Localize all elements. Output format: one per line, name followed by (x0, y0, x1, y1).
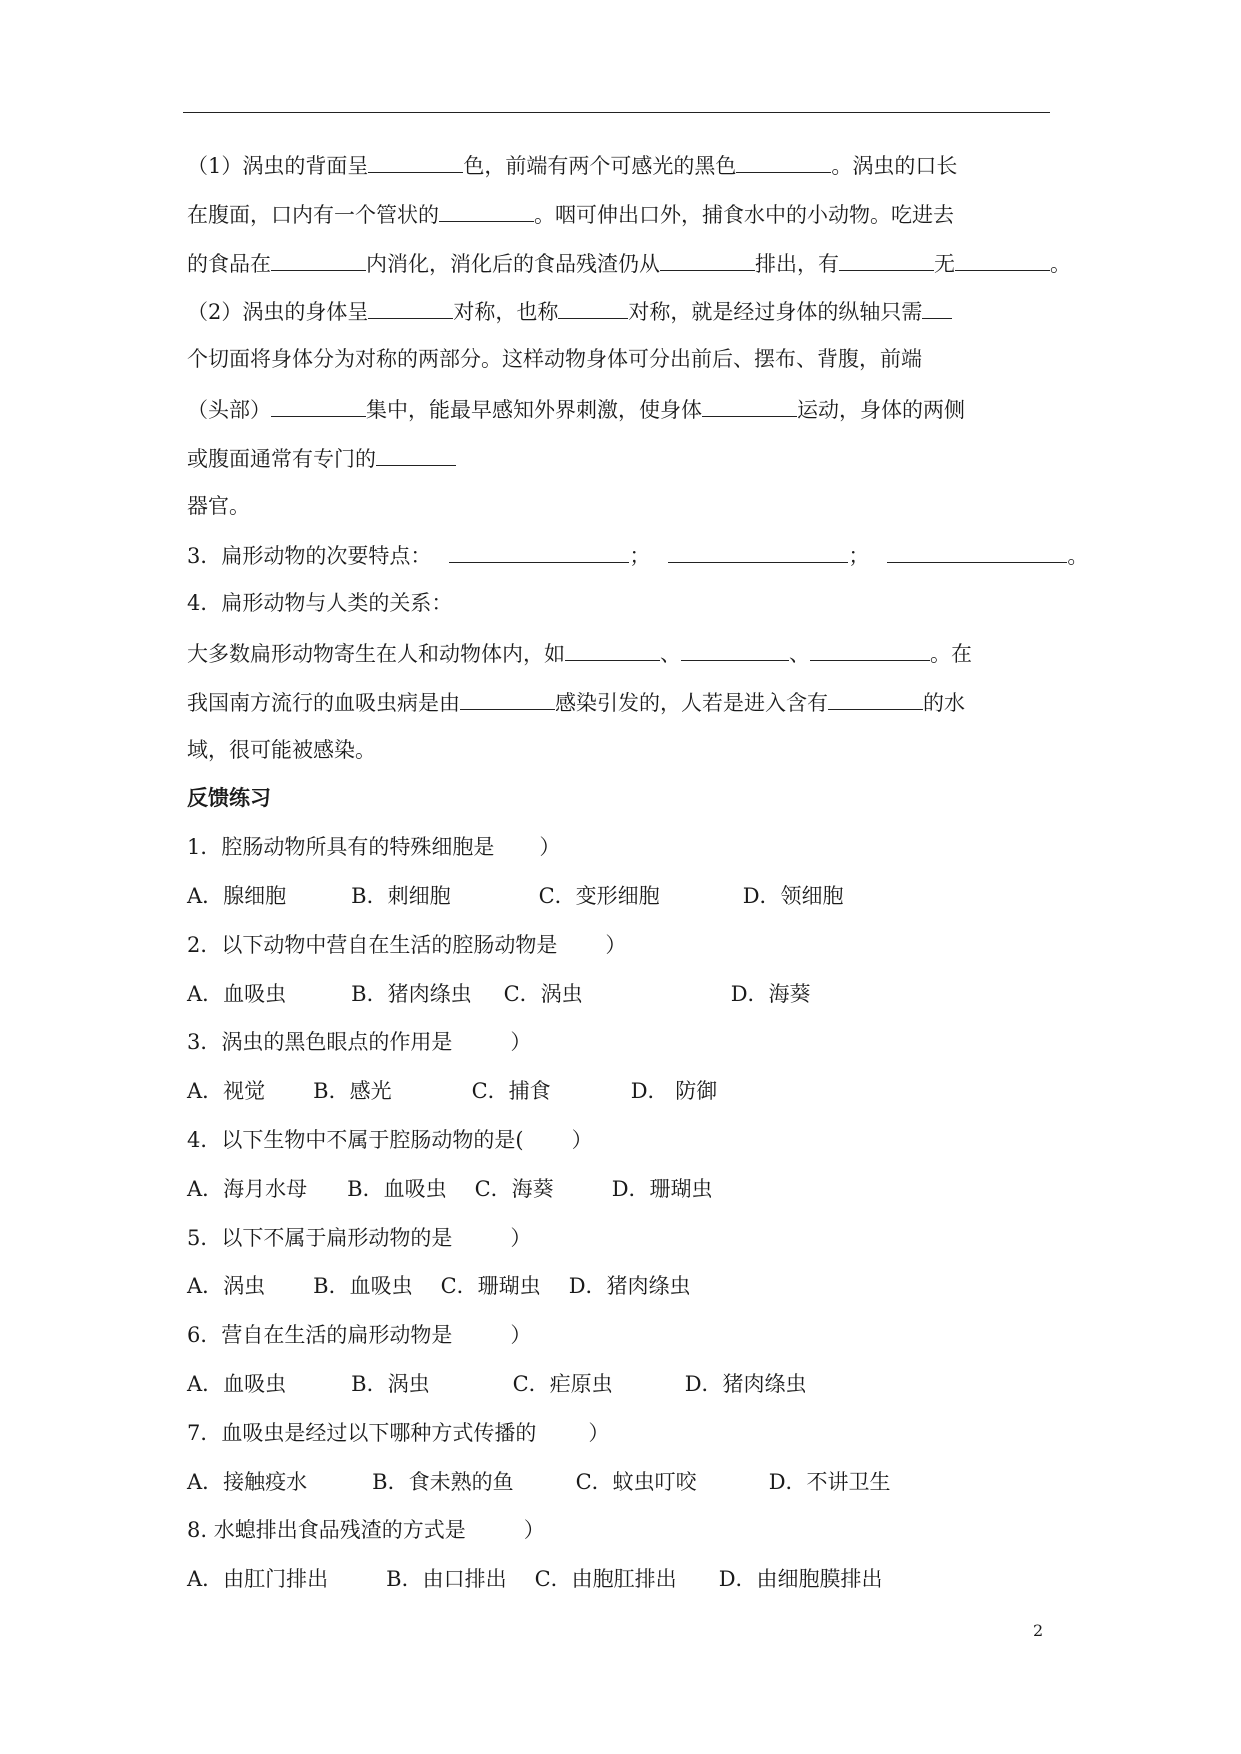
text-line (187, 638, 1137, 666)
text-segment: C．珊瑚虫 (440, 1274, 541, 1299)
exercise-options (187, 1272, 1137, 1300)
text-segment: B．感光 (313, 1079, 392, 1104)
exercise-question (187, 1224, 1137, 1252)
text-segment: 1．腔肠动物所具有的特殊细胞是 (187, 835, 495, 860)
text-segment: ） (571, 1127, 593, 1152)
answer-blank[interactable] (439, 199, 534, 222)
text-segment: C．海葵 (474, 1176, 554, 1201)
text-segment: D． 防御 (630, 1079, 718, 1104)
text-segment: A．涡虫 (187, 1274, 266, 1299)
text-segment: D．不讲卫生 (768, 1469, 891, 1494)
text-line (187, 687, 1137, 715)
exercise-options (187, 882, 1137, 910)
text-segment: D．猪肉绦虫 (568, 1274, 691, 1299)
text-segment: ） (588, 1420, 610, 1445)
text-segment: 器官。 (187, 493, 250, 518)
answer-blank[interactable] (271, 394, 366, 417)
text-segment: 3．扁形动物的次要特点： (187, 544, 432, 569)
text-segment: 或腹面通常有专门的 (187, 446, 376, 471)
text-segment: C．涡虫 (503, 981, 583, 1006)
text-segment: B．血吸虫 (313, 1274, 413, 1299)
text-segment: 运动，身体的两侧 (797, 397, 965, 422)
text-segment: （1）涡虫的背面呈 (187, 154, 369, 178)
text-segment: C．蚊虫叮咬 (575, 1469, 697, 1494)
answer-blank[interactable] (681, 638, 789, 661)
answer-blank[interactable] (736, 150, 831, 173)
text-segment: ） (510, 1225, 532, 1250)
answer-blank[interactable] (922, 296, 952, 319)
text-segment: 我国南方流行的血吸虫病是由 (187, 690, 460, 715)
text-line (187, 199, 1137, 227)
text-segment: 2．以下动物中营自在生活的腔肠动物是 (187, 932, 558, 957)
exercise-question (187, 1419, 1137, 1447)
text-segment: ） (539, 835, 561, 860)
text-segment: B．涡虫 (351, 1371, 430, 1396)
text-line (187, 394, 1137, 422)
text-segment: D．由细胞膜排出 (718, 1567, 883, 1592)
text-segment: 排出，有 (755, 251, 839, 276)
exercise-question (187, 1321, 1137, 1349)
text-segment: 4．以下生物中不属于腔肠动物的是( (187, 1127, 524, 1152)
text-segment: B．血吸虫 (347, 1176, 447, 1201)
text-line (187, 736, 1137, 764)
answer-blank[interactable] (271, 248, 366, 271)
text-segment: ； (848, 544, 870, 569)
exercise-options (187, 1077, 1137, 1105)
text-segment: 。咽可伸出口外，捕食水中的小动物。吃进去 (534, 202, 954, 227)
exercise-options (187, 1468, 1137, 1496)
text-segment: 的食品在 (187, 251, 271, 276)
section-heading (187, 784, 1137, 812)
exercise-options (187, 1175, 1137, 1203)
text-segment: 集中，能最早感知外界刺激，使身体 (366, 397, 702, 422)
answer-blank[interactable] (668, 540, 848, 563)
text-segment: ） (510, 1323, 532, 1348)
text-line (187, 296, 1137, 324)
text-line (187, 443, 1137, 471)
text-segment: 个切面将身体分为对称的两部分。这样动物身体可分出前后、摆布、背腹，前端 (187, 347, 922, 372)
text-line (187, 492, 1137, 520)
text-segment: 3．涡虫的黑色眼点的作用是 (187, 1030, 453, 1055)
text-segment: 7．血吸虫是经过以下哪种方式传播的 (187, 1420, 537, 1445)
answer-blank[interactable] (460, 687, 555, 710)
answer-blank[interactable] (839, 248, 934, 271)
text-segment: A．血吸虫 (187, 981, 287, 1006)
exercise-question (187, 1028, 1137, 1056)
text-segment: A．海月水母 (187, 1176, 308, 1201)
exercise-question (187, 1516, 1137, 1544)
text-segment: 对称，也称 (453, 300, 559, 325)
exercise-question (187, 833, 1137, 861)
text-segment: 4．扁形动物与人类的关系： (187, 591, 453, 616)
text-segment: C．疟原虫 (512, 1371, 613, 1396)
text-segment: C．变形细胞 (538, 883, 660, 908)
document-body (187, 150, 1137, 1614)
text-segment: 。 (1050, 251, 1071, 276)
answer-blank[interactable] (660, 248, 755, 271)
text-segment: 的水 (923, 690, 965, 715)
text-segment: 在腹面，口内有一个管状的 (187, 202, 439, 227)
question-3 (187, 540, 1137, 568)
answer-blank[interactable] (376, 443, 456, 466)
text-segment: A．腺细胞 (187, 883, 287, 908)
text-segment: C．捕食 (471, 1079, 551, 1104)
text-line (187, 248, 1137, 276)
text-segment: 。在 (930, 641, 972, 666)
text-segment: D．海葵 (730, 981, 811, 1006)
text-segment: D．猪肉绦虫 (684, 1371, 807, 1396)
exercise-options (187, 1370, 1137, 1398)
text-segment: ） (605, 932, 627, 957)
text-segment: 、 (660, 641, 681, 666)
exercise-options (187, 980, 1137, 1008)
text-segment: D．领细胞 (742, 883, 844, 908)
text-segment: A．由肛门排出 (187, 1567, 329, 1592)
answer-blank[interactable] (565, 638, 660, 661)
text-segment: 感染引发的，人若是进入含有 (555, 690, 828, 715)
text-segment: A．视觉 (187, 1079, 266, 1104)
exercise-options (187, 1565, 1137, 1593)
header-rule (183, 112, 1050, 113)
answer-blank[interactable] (368, 296, 453, 319)
answer-blank[interactable] (955, 248, 1050, 271)
exercise-question (187, 931, 1137, 959)
text-segment: 色，前端有两个可感光的黑色 (463, 154, 737, 178)
text-segment: A．接触疫水 (187, 1469, 308, 1494)
answer-blank[interactable] (449, 540, 629, 563)
text-segment: ； (629, 544, 651, 569)
question-4 (187, 589, 1137, 617)
text-segment: 。涡虫的口长 (831, 154, 958, 178)
answer-blank[interactable] (810, 638, 930, 661)
text-segment: B．由口排出 (386, 1567, 507, 1592)
text-segment: B．刺细胞 (351, 883, 451, 908)
text-segment: （2）涡虫的身体呈 (187, 300, 369, 325)
answer-blank[interactable] (558, 296, 628, 319)
text-segment: C．由胞肛排出 (534, 1567, 677, 1592)
text-segment: 6．营自在生活的扁形动物是 (187, 1323, 453, 1348)
text-segment: 无 (934, 251, 955, 276)
text-segment: 域，很可能被感染。 (187, 737, 376, 762)
answer-blank[interactable] (828, 687, 923, 710)
text-segment: 内消化，消化后的食品残渣仍从 (366, 251, 660, 276)
text-segment: 对称，就是经过身体的纵轴只需 (628, 300, 923, 325)
text-segment: 5．以下不属于扁形动物的是 (187, 1225, 453, 1250)
answer-blank[interactable] (887, 540, 1067, 563)
text-segment: D．珊瑚虫 (611, 1176, 713, 1201)
text-segment: 大多数扁形动物寄生在人和动物体内，如 (187, 641, 565, 666)
exercise-question (187, 1126, 1137, 1154)
page-number: 2 (1033, 1621, 1044, 1640)
text-line (187, 150, 1137, 178)
text-segment: B．食未熟的鱼 (372, 1469, 514, 1494)
text-segment: ） (523, 1518, 545, 1543)
text-segment: 8. 水螅排出食品残渣的方式是 (187, 1518, 466, 1543)
text-segment: B．猪肉绦虫 (351, 981, 472, 1006)
answer-blank[interactable] (702, 394, 797, 417)
text-segment: A．血吸虫 (187, 1371, 287, 1396)
text-segment: ） (510, 1030, 532, 1055)
text-segment: （头部） (187, 397, 271, 422)
text-segment: 。 (1067, 544, 1089, 569)
text-segment: 反馈练习 (187, 786, 271, 811)
text-line (187, 345, 1137, 373)
text-segment: 、 (789, 641, 810, 666)
answer-blank[interactable] (368, 150, 463, 173)
